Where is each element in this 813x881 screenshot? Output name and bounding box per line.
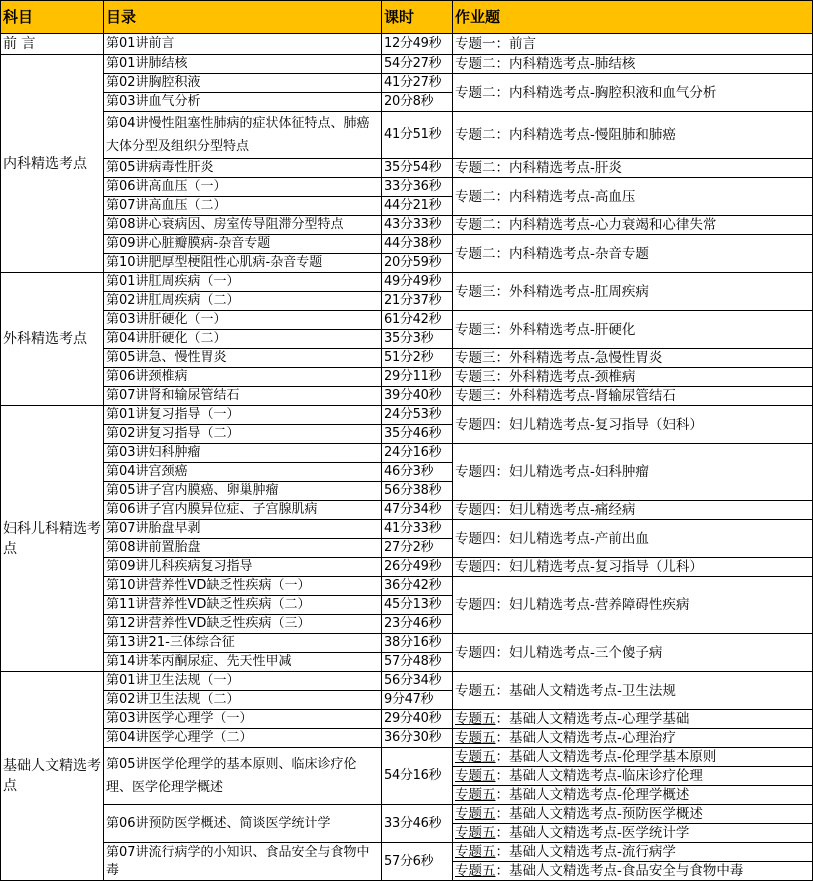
homework-title: ：妇儿精选考点-痛经病 [495, 502, 636, 518]
table-row [1, 501, 813, 520]
lesson-duration-cell[interactable]: 61分42秒 [382, 311, 453, 330]
homework-title: ：妇儿精选考点-复习指导（妇科） [495, 416, 703, 433]
lesson-duration-cell[interactable]: 36分42秒 [382, 577, 453, 596]
lesson-duration-cell[interactable]: 54分16秒 [382, 748, 453, 805]
subject-cell[interactable]: 内科精选考点 [1, 55, 104, 273]
homework-title: ：妇儿精选考点-产前出血 [495, 530, 649, 547]
homework-title: ：内科精选考点-杂音专题 [495, 245, 649, 262]
lesson-title-cell[interactable]: 第07讲肾和输尿管结石 [104, 387, 382, 406]
homework-topic-prefix: 专题二 [455, 217, 496, 233]
lesson-duration-cell[interactable]: 24分53秒 [382, 406, 453, 425]
lesson-title-cell[interactable]: 第12讲营养性VD缺乏性疾病（三） [104, 615, 382, 634]
homework-title: ：基础人文精选考点-预防医学概述 [495, 806, 703, 822]
lesson-duration-cell[interactable]: 33分46秒 [382, 805, 453, 843]
homework-cell[interactable] [453, 710, 813, 729]
lesson-title-cell[interactable]: 第04讲慢性阻塞性肺病的症状体征特点、肺癌大体分型及组织分型特点 [104, 112, 382, 159]
homework-title: ：妇儿精选考点-三个傻子病 [495, 644, 663, 661]
homework-cell[interactable] [453, 558, 813, 577]
header-subject[interactable]: 科目 [1, 1, 104, 34]
lesson-duration-cell[interactable]: 35分54秒 [382, 159, 453, 178]
homework-title: ：基础人文精选考点-临床诊疗伦理 [495, 768, 703, 784]
lesson-title-cell[interactable]: 第08讲心衰病因、房室传导阻滞分型特点 [104, 216, 382, 235]
homework-topic-prefix: 专题三 [455, 388, 496, 404]
lesson-duration-cell[interactable]: 35分46秒 [382, 425, 453, 444]
lesson-title-cell[interactable]: 第10讲肥厚型梗阻性心肌病-杂音专题 [104, 254, 382, 273]
table-row [1, 34, 813, 55]
lesson-duration-cell[interactable]: 33分36秒 [382, 178, 453, 197]
homework-cell[interactable] [453, 74, 813, 112]
lesson-title-cell[interactable]: 第11讲营养性VD缺乏性疾病（二） [104, 596, 382, 615]
lesson-title-cell[interactable]: 第01讲前言 [104, 34, 382, 55]
lesson-duration-cell[interactable]: 56分34秒 [382, 672, 453, 691]
lesson-duration-cell[interactable]: 35分3秒 [382, 330, 453, 349]
homework-title: ：基础人文精选考点-心理治疗 [495, 730, 676, 746]
homework-title: ：妇儿精选考点-复习指导（儿科） [495, 559, 703, 575]
lesson-duration-cell[interactable]: 44分21秒 [382, 197, 453, 216]
lesson-duration-cell[interactable]: 54分27秒 [382, 55, 453, 74]
homework-cell[interactable] [453, 501, 813, 520]
homework-topic-prefix: 专题五 [455, 844, 496, 860]
lesson-title-cell[interactable]: 第05讲病毒性肝炎 [104, 159, 382, 178]
table-row [1, 311, 813, 330]
lesson-title-cell[interactable]: 第04讲医学心理学（二） [104, 729, 382, 748]
homework-topic-prefix: 专题四 [455, 416, 496, 433]
homework-title: ：内科精选考点-慢阻肺和肺癌 [495, 127, 676, 143]
lesson-title-cell[interactable]: 第09讲儿科疾病复习指导 [104, 558, 382, 577]
homework-cell[interactable] [453, 672, 813, 710]
lesson-title-cell[interactable]: 第02讲胸腔积液 [104, 74, 382, 93]
table-row [1, 577, 813, 596]
lesson-title-cell[interactable]: 第02讲复习指导（二） [104, 425, 382, 444]
header-homework[interactable]: 作业题 [453, 1, 813, 34]
homework-title: ：基础人文精选考点-卫生法规 [495, 682, 676, 699]
lesson-duration-cell[interactable]: 29分40秒 [382, 710, 453, 729]
table-row [1, 805, 813, 824]
homework-title: ：外科精选考点-急慢性胃炎 [495, 350, 663, 366]
homework-topic-prefix: 专题四 [455, 559, 496, 575]
lesson-title-cell[interactable]: 第13讲21-三体综合征 [104, 634, 382, 653]
homework-title: ：基础人文精选考点-医学统计学 [495, 825, 690, 841]
lesson-title-cell[interactable]: 第10讲营养性VD缺乏性疾病（一） [104, 577, 382, 596]
table-row [1, 634, 813, 653]
lesson-duration-cell[interactable]: 20分8秒 [382, 93, 453, 112]
lesson-duration-cell[interactable]: 46分3秒 [382, 463, 453, 482]
homework-topic-prefix: 专题三 [455, 350, 496, 366]
header-duration[interactable]: 课时 [382, 1, 453, 34]
homework-title: ：内科精选考点-胸腔积液和血气分析 [495, 84, 717, 101]
homework-topic-prefix: 专题五 [455, 806, 496, 822]
subject-cell[interactable]: 外科精选考点 [1, 273, 104, 406]
homework-topic-prefix: 专题四 [455, 530, 496, 547]
table-row [1, 406, 813, 425]
homework-cell[interactable] [453, 235, 813, 273]
homework-title: ：外科精选考点-肝硬化 [495, 321, 636, 338]
lesson-duration-cell[interactable]: 12分49秒 [382, 34, 453, 55]
homework-cell[interactable] [453, 216, 813, 235]
lesson-title-cell[interactable]: 第05讲子宫内膜癌、卵巢肿瘤 [104, 482, 382, 501]
homework-cell[interactable] [453, 786, 813, 805]
homework-topic-prefix: 专题五 [455, 787, 496, 803]
subject-cell[interactable]: 前 言 [1, 34, 104, 55]
lesson-title-cell[interactable]: 第04讲宫颈癌 [104, 463, 382, 482]
table-row [1, 520, 813, 539]
lesson-duration-cell[interactable]: 23分46秒 [382, 615, 453, 634]
homework-topic-prefix: 专题四 [455, 644, 496, 661]
homework-title: ：内科精选考点-肺结核 [495, 56, 636, 72]
lesson-duration-cell[interactable]: 49分49秒 [382, 273, 453, 292]
lesson-duration-cell[interactable]: 9分47秒 [382, 691, 453, 710]
lesson-duration-cell[interactable]: 38分16秒 [382, 634, 453, 653]
lesson-title-cell[interactable]: 第03讲血气分析 [104, 93, 382, 112]
lesson-duration-cell[interactable]: 41分27秒 [382, 74, 453, 93]
homework-cell[interactable] [453, 368, 813, 387]
subject-cell[interactable]: 基础人文精选考点 [1, 672, 104, 881]
homework-topic-prefix: 专题二 [455, 188, 496, 205]
lesson-title-cell[interactable]: 第06讲子宫内膜异位症、子宫腺肌病 [104, 501, 382, 520]
lesson-title-cell[interactable]: 第05讲急、慢性胃炎 [104, 349, 382, 368]
lesson-title-cell[interactable]: 第06讲高血压（一） [104, 178, 382, 197]
table-row [1, 159, 813, 178]
homework-cell[interactable] [453, 634, 813, 672]
lesson-title-cell[interactable]: 第05讲医学伦理学的基本原则、临床诊疗伦理、医学伦理学概述 [104, 748, 382, 805]
homework-topic-prefix: 专题五 [455, 863, 496, 879]
lesson-duration-cell[interactable]: 57分48秒 [382, 653, 453, 672]
table-row [1, 558, 813, 577]
homework-topic-prefix: 专题三 [455, 321, 496, 338]
homework-title: ：外科精选考点-颈椎病 [495, 369, 636, 385]
homework-topic-prefix: 专题四 [455, 502, 496, 518]
homework-cell[interactable] [453, 577, 813, 634]
homework-cell[interactable] [453, 520, 813, 558]
homework-title: ：妇儿精选考点-妇科肿瘤 [495, 464, 649, 480]
lesson-title-cell[interactable]: 第01讲卫生法规（一） [104, 672, 382, 691]
homework-cell[interactable] [453, 55, 813, 74]
homework-title: ：基础人文精选考点-食品安全与食物中毒 [495, 863, 744, 879]
homework-title: ：内科精选考点-心力衰竭和心律失常 [495, 217, 717, 233]
header-row [1, 1, 813, 34]
table-row [1, 710, 813, 729]
homework-topic-prefix: 专题五 [455, 825, 496, 841]
homework-cell[interactable] [453, 444, 813, 501]
homework-title: ：内科精选考点-肝炎 [495, 160, 622, 176]
subject-cell[interactable]: 妇科儿科精选考点 [1, 406, 104, 672]
homework-title: ：外科精选考点-肾输尿管结石 [495, 388, 676, 404]
lesson-duration-cell[interactable]: 57分6秒 [382, 843, 453, 881]
homework-topic-prefix: 专题二 [455, 56, 496, 72]
table-row [1, 178, 813, 197]
homework-topic-prefix: 专题五 [455, 768, 496, 784]
lesson-title-cell[interactable]: 第01讲复习指导（一） [104, 406, 382, 425]
lesson-duration-cell[interactable]: 21分37秒 [382, 292, 453, 311]
lesson-title-cell[interactable]: 第07讲高血压（二） [104, 197, 382, 216]
homework-cell[interactable] [453, 824, 813, 843]
lesson-title-cell[interactable]: 第06讲颈椎病 [104, 368, 382, 387]
homework-topic-prefix: 专题二 [455, 160, 496, 176]
table-row [1, 349, 813, 368]
homework-title: ：基础人文精选考点-心理学基础 [495, 711, 690, 727]
lesson-title-cell[interactable]: 第03讲医学心理学（一） [104, 710, 382, 729]
table-row [1, 235, 813, 254]
lesson-duration-cell[interactable]: 41分33秒 [382, 520, 453, 539]
lesson-duration-cell[interactable]: 24分16秒 [382, 444, 453, 463]
lesson-duration-cell[interactable]: 39分40秒 [382, 387, 453, 406]
table-row [1, 368, 813, 387]
homework-cell[interactable] [453, 387, 813, 406]
table-row [1, 729, 813, 748]
table-row [1, 444, 813, 463]
homework-cell[interactable] [453, 349, 813, 368]
homework-cell[interactable] [453, 748, 813, 767]
homework-title: ：基础人文精选考点-伦理学概述 [495, 787, 690, 803]
homework-topic-prefix: 专题五 [455, 730, 496, 746]
table-row [1, 55, 813, 74]
table-row [1, 112, 813, 159]
homework-title: ：基础人文精选考点-伦理学基本原则 [495, 749, 717, 765]
table-row [1, 216, 813, 235]
lesson-title-cell[interactable]: 第09讲心脏瓣膜病-杂音专题 [104, 235, 382, 254]
table-row [1, 843, 813, 862]
table-row [1, 273, 813, 292]
table-row [1, 74, 813, 93]
homework-cell[interactable] [453, 729, 813, 748]
lesson-title-cell[interactable]: 第01讲肛周疾病（一） [104, 273, 382, 292]
lesson-title-cell[interactable]: 第01讲肺结核 [104, 55, 382, 74]
homework-title: ：妇儿精选考点-营养障碍性疾病 [495, 597, 690, 613]
homework-topic-prefix: 专题二 [455, 127, 496, 143]
table-row [1, 672, 813, 691]
homework-cell[interactable] [453, 159, 813, 178]
homework-topic-prefix: 专题三 [455, 369, 496, 385]
lesson-duration-cell[interactable]: 51分2秒 [382, 349, 453, 368]
homework-cell[interactable] [453, 311, 813, 349]
lesson-title-cell[interactable]: 第08讲前置胎盘 [104, 539, 382, 558]
homework-topic-prefix: 专题四 [455, 464, 496, 480]
lesson-duration-cell[interactable]: 27分2秒 [382, 539, 453, 558]
homework-topic-prefix: 专题四 [455, 597, 496, 613]
homework-cell[interactable] [453, 805, 813, 824]
lesson-title-cell[interactable]: 第03讲肝硬化（一） [104, 311, 382, 330]
homework-cell[interactable] [453, 34, 813, 55]
homework-cell[interactable] [453, 767, 813, 786]
lesson-title-cell[interactable]: 第14讲苯丙酮尿症、先天性甲减 [104, 653, 382, 672]
homework-cell[interactable] [453, 843, 813, 862]
lesson-duration-cell[interactable]: 20分59秒 [382, 254, 453, 273]
homework-topic-prefix: 专题五 [455, 711, 496, 727]
lesson-title-cell[interactable]: 第03讲妇科肿瘤 [104, 444, 382, 463]
homework-topic-prefix: 专题三 [455, 283, 496, 300]
lesson-duration-cell[interactable]: 26分49秒 [382, 558, 453, 577]
lesson-duration-cell[interactable]: 47分34秒 [382, 501, 453, 520]
homework-title: ：基础人文精选考点-流行病学 [495, 844, 676, 860]
table-row [1, 748, 813, 767]
homework-cell[interactable] [453, 178, 813, 216]
lesson-title-cell[interactable]: 第02讲肛周疾病（二） [104, 292, 382, 311]
lesson-title-cell[interactable]: 第04讲肝硬化（二） [104, 330, 382, 349]
lesson-duration-cell[interactable]: 56分38秒 [382, 482, 453, 501]
homework-title: ：内科精选考点-高血压 [495, 188, 636, 205]
homework-title: ：外科精选考点-肛周疾病 [495, 283, 649, 300]
lesson-duration-cell[interactable]: 43分33秒 [382, 216, 453, 235]
homework-cell[interactable] [453, 406, 813, 444]
homework-topic-prefix: 专题五 [455, 682, 496, 699]
table-row [1, 387, 813, 406]
homework-topic-prefix: 专题二 [455, 84, 496, 101]
lesson-title-cell[interactable]: 第06讲预防医学概述、简谈医学统计学 [104, 805, 382, 843]
homework-topic-prefix: 专题五 [455, 749, 496, 765]
lesson-duration-cell[interactable]: 45分13秒 [382, 596, 453, 615]
homework-cell[interactable] [453, 862, 813, 881]
homework-topic-prefix: 专题二 [455, 245, 496, 262]
header-catalog[interactable]: 目录 [104, 1, 382, 34]
lesson-duration-cell[interactable]: 36分30秒 [382, 729, 453, 748]
homework-cell[interactable] [453, 273, 813, 311]
lesson-title-cell[interactable]: 第07讲流行病学的小知识、食品安全与食物中毒 [104, 843, 382, 881]
lesson-duration-cell[interactable]: 44分38秒 [382, 235, 453, 254]
homework-title: ：前言 [495, 36, 536, 52]
homework-topic-prefix: 专题一 [455, 36, 496, 52]
lesson-duration-cell[interactable]: 29分11秒 [382, 368, 453, 387]
lesson-title-cell[interactable]: 第07讲胎盘早剥 [104, 520, 382, 539]
lesson-title-cell[interactable]: 第02讲卫生法规（二） [104, 691, 382, 710]
lesson-duration-cell[interactable]: 41分51秒 [382, 112, 453, 159]
table-body [1, 34, 813, 881]
homework-cell[interactable] [453, 112, 813, 159]
